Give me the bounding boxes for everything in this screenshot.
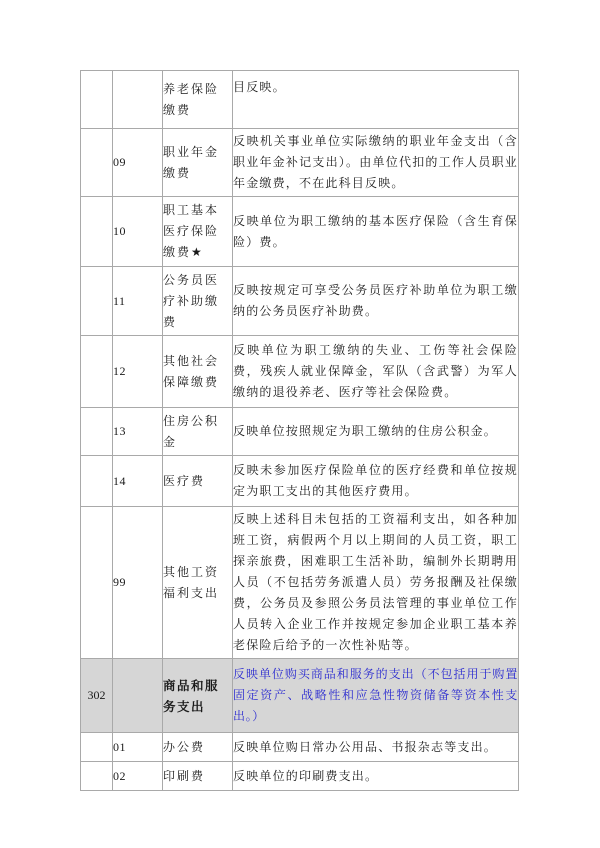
item-name: 其他社会保障缴费 bbox=[163, 336, 233, 408]
item-name: 公务员医疗补助缴费 bbox=[163, 267, 233, 336]
item-code bbox=[113, 71, 163, 129]
item-code: 99 bbox=[113, 507, 163, 659]
category-code bbox=[81, 762, 113, 791]
item-description: 反映单位购日常办公用品、书报杂志等支出。 bbox=[233, 733, 519, 762]
item-code: 13 bbox=[113, 408, 163, 456]
category-code bbox=[81, 733, 113, 762]
item-code: 09 bbox=[113, 129, 163, 197]
item-description: 反映单位的印刷费支出。 bbox=[233, 762, 519, 791]
category-row bbox=[81, 659, 519, 733]
table-row bbox=[81, 733, 519, 762]
table-row bbox=[81, 129, 519, 197]
item-name: 职工基本医疗保险缴费★ bbox=[163, 197, 233, 267]
category-code bbox=[81, 197, 113, 267]
item-description: 反映单位为职工缴纳的失业、工伤等社会保险费，残疾人就业保障金，军队（含武警）为军人缴纳的退役养老、医疗等社会保险费。 bbox=[233, 336, 519, 408]
item-code: 12 bbox=[113, 336, 163, 408]
item-code bbox=[113, 659, 163, 733]
category-code bbox=[81, 129, 113, 197]
item-code: 02 bbox=[113, 762, 163, 791]
item-description: 反映单位为职工缴纳的基本医疗保险（含生育保险）费。 bbox=[233, 197, 519, 267]
item-name: 养老保险缴费 bbox=[163, 71, 233, 129]
item-description: 反映上述科目未包括的工资福利支出，如各种加班工资，病假两个月以上期间的人员工资，职工探亲旅费，困难职工生活补助，编制外长期聘用人员（不包括劳务派遣人员）劳务报酬及社保缴费，公务员及参照公务员法管理的事业单位工作人员转入企业工作并按规定参加企业职工基本养老保险后给予的一次性补贴等。 bbox=[233, 507, 519, 659]
item-description: 反映单位购买商品和服务的支出（不包括用于购置固定资产、战略性和应急性物资储备等资本性支出。） bbox=[233, 659, 519, 733]
item-code: 10 bbox=[113, 197, 163, 267]
category-code bbox=[81, 71, 113, 129]
item-code: 11 bbox=[113, 267, 163, 336]
category-code bbox=[81, 507, 113, 659]
item-code: 01 bbox=[113, 733, 163, 762]
category-code bbox=[81, 336, 113, 408]
expenditure-classification-table bbox=[80, 70, 519, 791]
table-row bbox=[81, 507, 519, 659]
category-code: 302 bbox=[81, 659, 113, 733]
item-name: 住房公积金 bbox=[163, 408, 233, 456]
table-row bbox=[81, 408, 519, 456]
item-description: 反映按规定可享受公务员医疗补助单位为职工缴纳的公务员医疗补助费。 bbox=[233, 267, 519, 336]
item-code: 14 bbox=[113, 456, 163, 507]
item-name: 办公费 bbox=[163, 733, 233, 762]
table-row bbox=[81, 71, 519, 129]
item-description: 反映机关事业单位实际缴纳的职业年金支出（含职业年金补记支出）。由单位代扣的工作人员职业年金缴费，不在此科目反映。 bbox=[233, 129, 519, 197]
table-row bbox=[81, 336, 519, 408]
item-description: 反映单位按照规定为职工缴纳的住房公积金。 bbox=[233, 408, 519, 456]
item-name: 印刷费 bbox=[163, 762, 233, 791]
category-code bbox=[81, 267, 113, 336]
item-description: 反映未参加医疗保险单位的医疗经费和单位按规定为职工支出的其他医疗费用。 bbox=[233, 456, 519, 507]
item-name: 职业年金缴费 bbox=[163, 129, 233, 197]
category-code bbox=[81, 408, 113, 456]
item-name: 商品和服务支出 bbox=[163, 659, 233, 733]
table-row bbox=[81, 762, 519, 791]
item-name: 医疗费 bbox=[163, 456, 233, 507]
category-code bbox=[81, 456, 113, 507]
table-row bbox=[81, 197, 519, 267]
table-row bbox=[81, 456, 519, 507]
table-row bbox=[81, 267, 519, 336]
item-description: 目反映。 bbox=[233, 71, 519, 129]
item-name: 其他工资福利支出 bbox=[163, 507, 233, 659]
